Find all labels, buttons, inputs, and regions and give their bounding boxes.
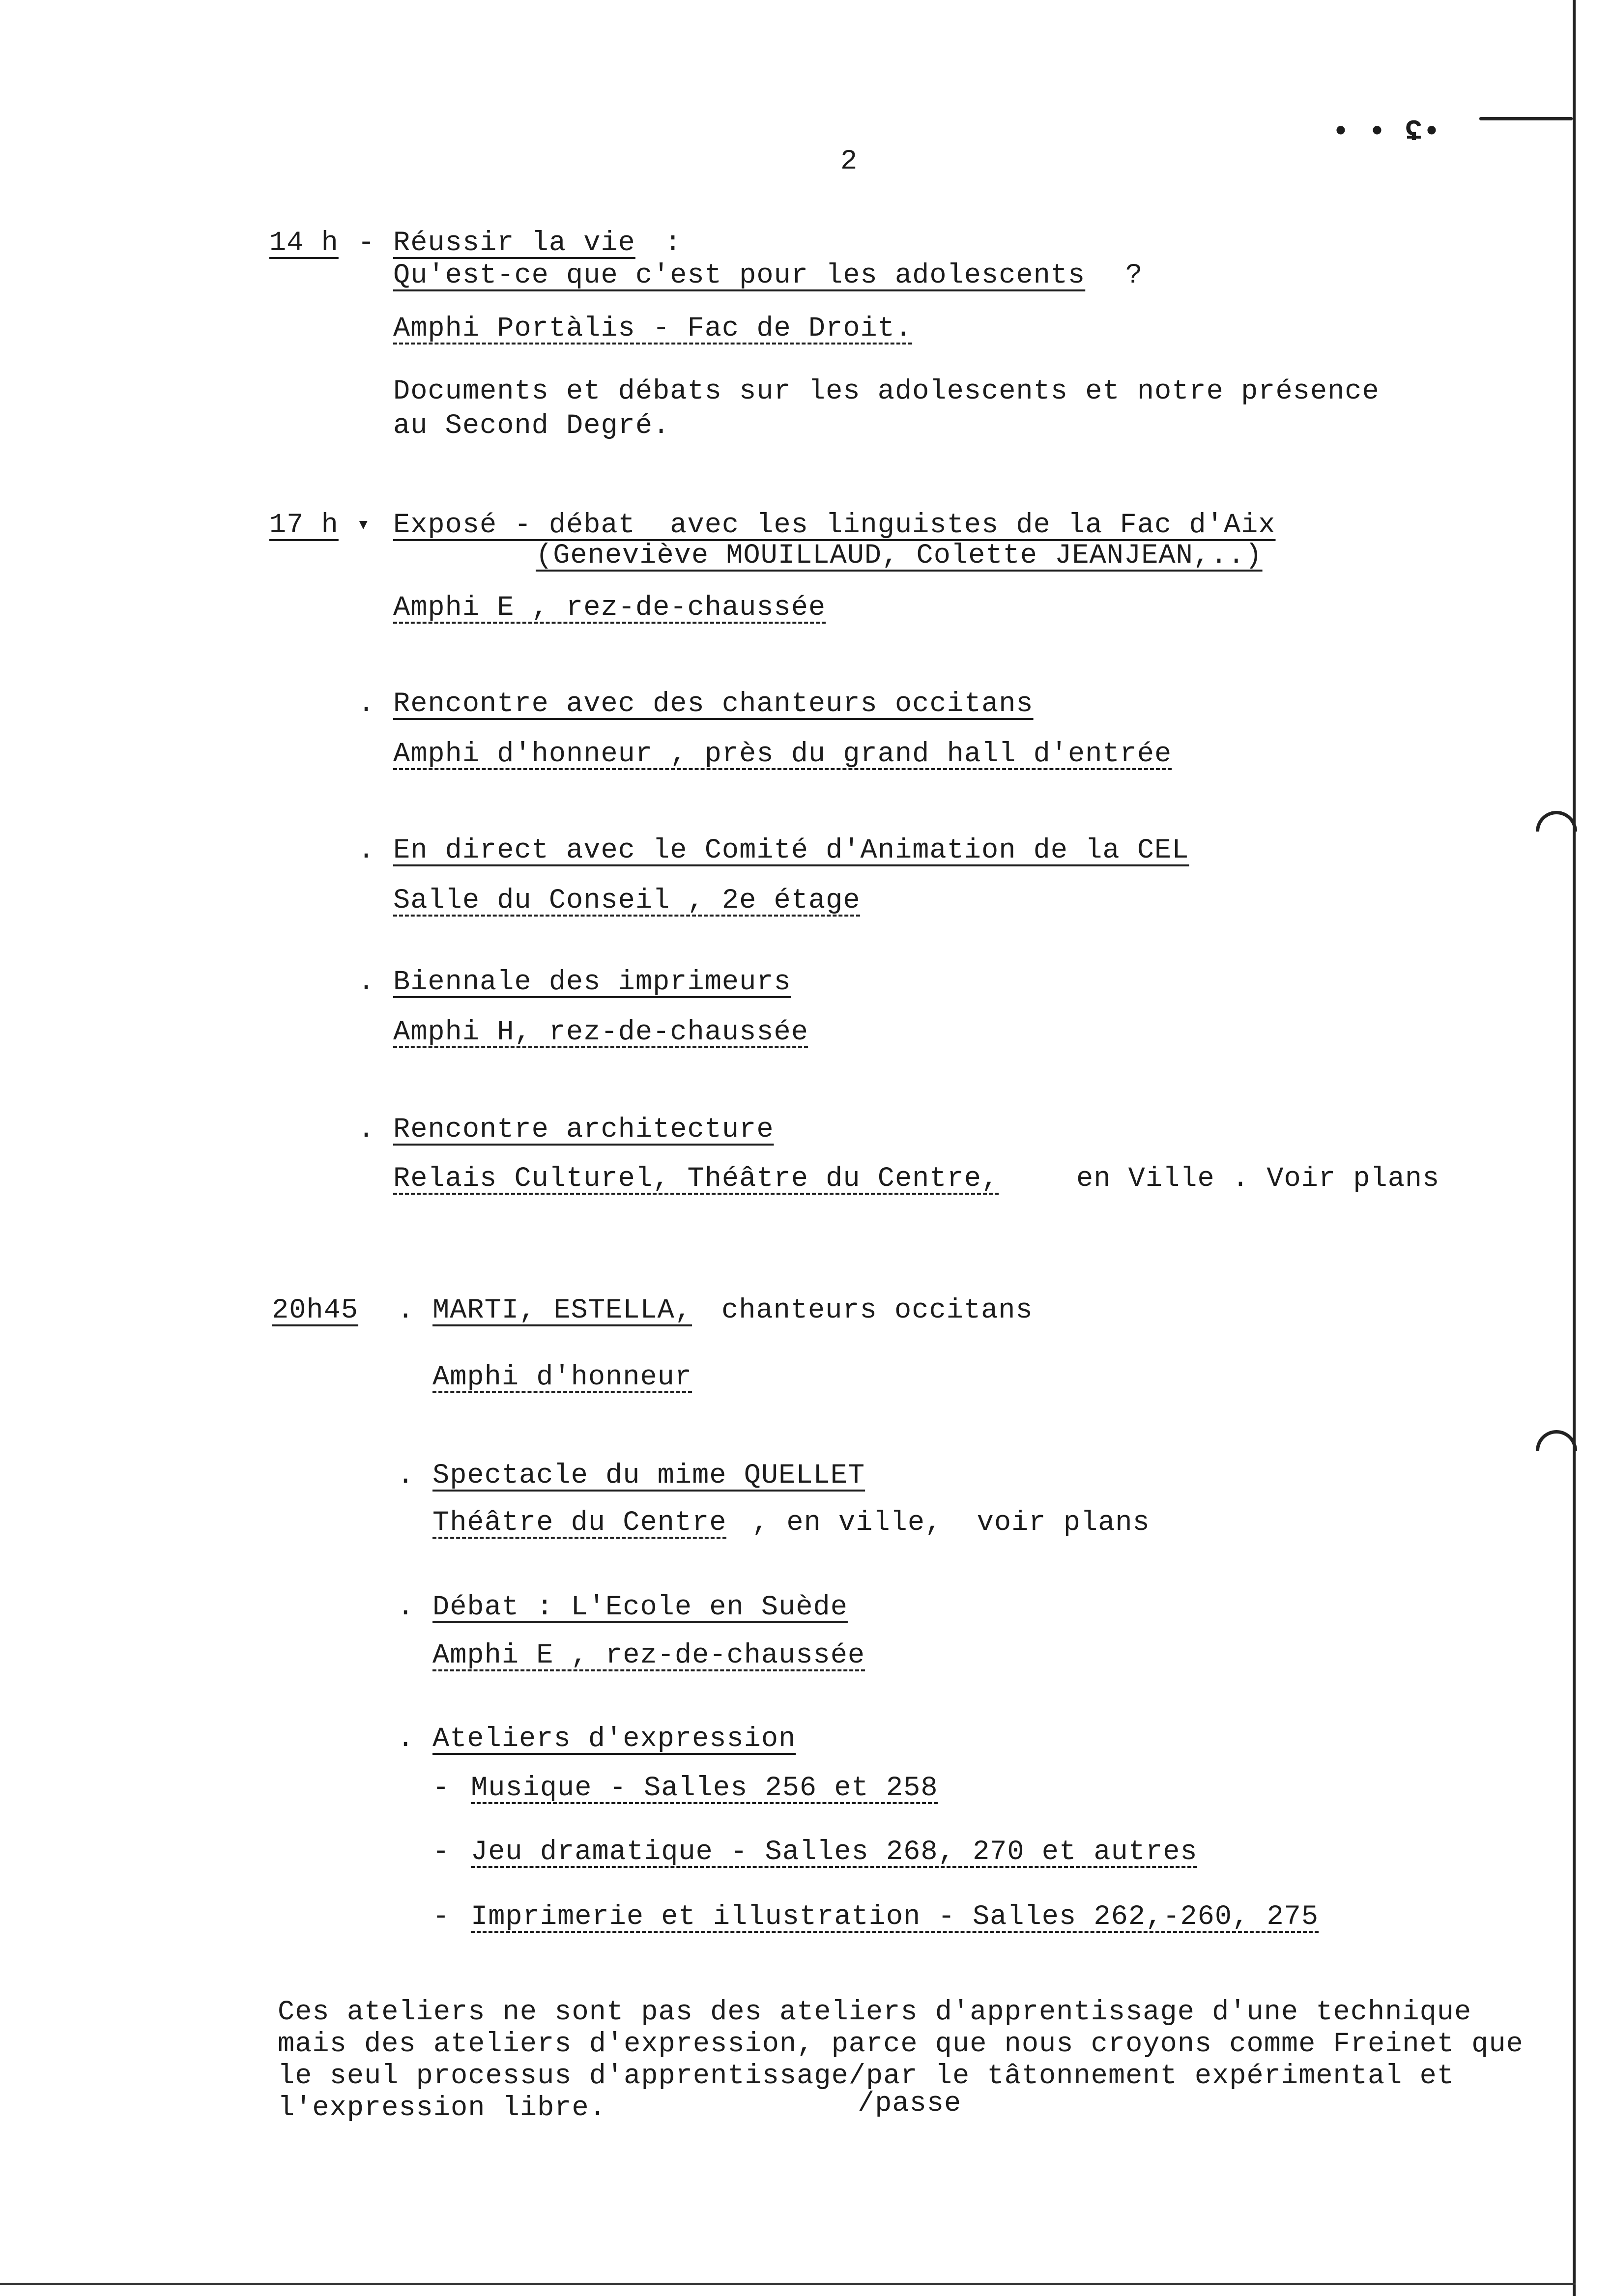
page-number: 2 [840,146,858,177]
time-separator: - [358,228,375,259]
time-separator: ▾ [357,513,371,538]
bullet: . [397,1460,415,1492]
session-title-line2: Qu'est-ce que c'est pour les adolescents [393,260,1086,291]
bottom-rule [0,2283,1576,2285]
event-location-note: , en ville, voir plans [752,1507,1150,1539]
event-location: Amphi d'honneur [432,1362,692,1393]
page-edge-rule [1573,0,1576,2296]
handwritten-insertion: /passe [858,2088,962,2120]
session-description: Documents et débats sur les adolescents et notre présence [393,376,1380,407]
session-title: Réussir la vie [393,228,635,259]
session-location: Amphi Portàlis - Fac de Droit. [393,313,913,344]
binder-hole-mark [1527,1422,1586,1480]
workshop-item: Jeu dramatique - Salles 268, 270 et autres [471,1837,1198,1868]
event-location-note: en Ville . Voir plans [1076,1163,1440,1195]
workshop-dash: - [432,1837,450,1868]
closing-paragraph-line: Ces ateliers ne sont pas des ateliers d'apprentissage d'une technique [278,1997,1472,2028]
bullet: . [358,1114,375,1146]
event-location: Amphi E , rez-de-chaussée [432,1640,865,1671]
workshop-item: Imprimerie et illustration - Salles 262,-260, 275 [471,1901,1319,1933]
event-title: Ateliers d'expression [432,1723,796,1755]
event-location: Amphi E , rez-de-chaussée [393,592,826,624]
closing-paragraph-line: le seul processus d'apprentissage/par le tâtonnement expérimental et [278,2061,1454,2092]
event-location: Amphi d'honneur , près du grand hall d'entrée [393,739,1172,770]
bullet: . [358,835,375,866]
event-title-note: chanteurs occitans [721,1295,1033,1326]
event-title: Rencontre avec des chanteurs occitans [393,689,1034,720]
workshop-dash: - [432,1901,450,1933]
top-right-dash [1479,117,1573,120]
event-location: Relais Culturel, Théâtre du Centre, [393,1163,999,1195]
closing-paragraph-line: mais des ateliers d'expression, parce que nous croyons comme Freinet que [278,2029,1524,2060]
bullet: . [397,1723,415,1755]
bullet: . [397,1295,415,1326]
session-description: au Second Degré. [393,410,670,442]
margin-marks: • • ʢ• [1332,116,1441,149]
session-time: 20h45 [272,1295,359,1326]
event-subtitle: (Geneviève MOUILLAUD, Colette JEANJEAN,..) [536,540,1263,572]
event-title: Débat : L'Ecole en Suède [432,1592,848,1623]
workshop-item: Musique - Salles 256 et 258 [471,1773,938,1804]
event-title: Spectacle du mime QUELLET [432,1460,865,1492]
bullet: . [358,967,375,998]
binder-hole-mark [1527,803,1586,861]
event-title: Biennale des imprimeurs [393,967,791,998]
event-title: En direct avec le Comité d'Animation de la CEL [393,835,1189,866]
bullet: . [397,1592,415,1623]
session-title-question: ? [1125,260,1143,291]
session-time: 17 h [269,510,339,541]
session-time: 14 h [269,228,339,259]
event-location: Salle du Conseil , 2e étage [393,885,861,917]
workshop-dash: - [432,1773,450,1804]
event-title: Rencontre architecture [393,1114,774,1146]
event-location: Théâtre du Centre [432,1507,727,1539]
closing-paragraph-line: l'expression libre. [278,2093,606,2124]
event-title: Exposé - débat avec les linguistes de la Fac d'Aix [393,510,1276,541]
event-location: Amphi H, rez-de-chaussée [393,1017,808,1048]
event-title: MARTI, ESTELLA, [432,1295,692,1326]
bullet: . [358,689,375,720]
session-title-colon: : [664,228,682,259]
